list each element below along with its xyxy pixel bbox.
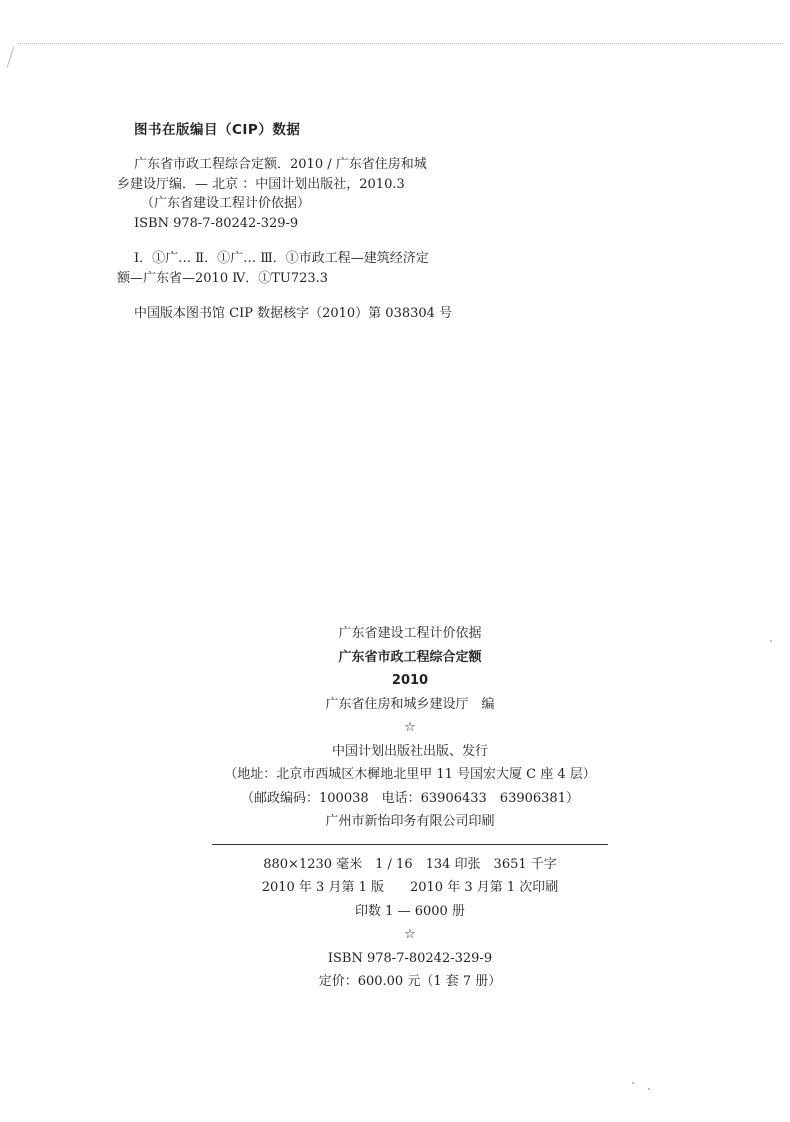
series-name: 广东省建设工程计价依据 bbox=[338, 626, 482, 641]
price: 定价：600.00 元（1 套 7 册） bbox=[318, 974, 502, 989]
scan-edge-left bbox=[7, 46, 15, 67]
scan-speck bbox=[648, 1088, 650, 1090]
cip-line: 广东省市政工程综合定额．2010 / 广东省住房和城 bbox=[134, 157, 427, 172]
scan-edge-top bbox=[18, 43, 783, 44]
book-specs: 880×1230 毫米 1 / 16 134 印张 3651 千字 bbox=[263, 856, 557, 872]
cip-line: （广东省建设工程计价依据） bbox=[141, 196, 311, 211]
book-title: 广东省市政工程综合定额 bbox=[338, 649, 482, 665]
publisher: 中国计划出版社出版、发行 bbox=[331, 743, 488, 759]
star-icon: ☆ bbox=[404, 927, 416, 942]
print-run: 印数 1 — 6000 册 bbox=[355, 903, 465, 919]
edition-info: 2010 年 3 月第 1 版 2010 年 3 月第 1 次印刷 bbox=[261, 880, 559, 895]
book-year: 2010 bbox=[391, 673, 429, 688]
star-icon: ☆ bbox=[404, 720, 416, 735]
cip-line: 额—广东省—2010 Ⅳ．①TU723.3 bbox=[117, 270, 329, 286]
cip-title: 图书在版编目（CIP）数据 bbox=[134, 122, 301, 138]
cip-line: 乡建设厅编．— 北京 ：中国计划出版社，2010.3 bbox=[117, 176, 405, 192]
cip-block bbox=[117, 118, 537, 324]
publisher-address: （地址：北京市西城区木樨地北里甲 11 号国宏大厦 C 座 4 层） bbox=[224, 767, 596, 782]
scan-speck bbox=[770, 640, 772, 642]
editor: 广东省住房和城乡建设厅 编 bbox=[325, 696, 495, 712]
cip-line: Ⅰ．①广… Ⅱ．①广… Ⅲ．①市政工程—建筑经济定 bbox=[134, 251, 429, 266]
printer: 广州市新怡印务有限公司印刷 bbox=[325, 814, 495, 829]
cip-line: ISBN 978-7-80242-329-9 bbox=[134, 215, 299, 231]
scan-speck bbox=[632, 1082, 634, 1084]
publisher-contact: （邮政编码：100038 电话：63906433 63906381） bbox=[241, 790, 579, 806]
divider bbox=[212, 844, 608, 845]
cip-line: 中国版本图书馆 CIP 数据核字（2010）第 038304 号 bbox=[134, 306, 453, 321]
isbn: ISBN 978-7-80242-329-9 bbox=[327, 950, 493, 966]
colophon-block bbox=[212, 622, 608, 994]
